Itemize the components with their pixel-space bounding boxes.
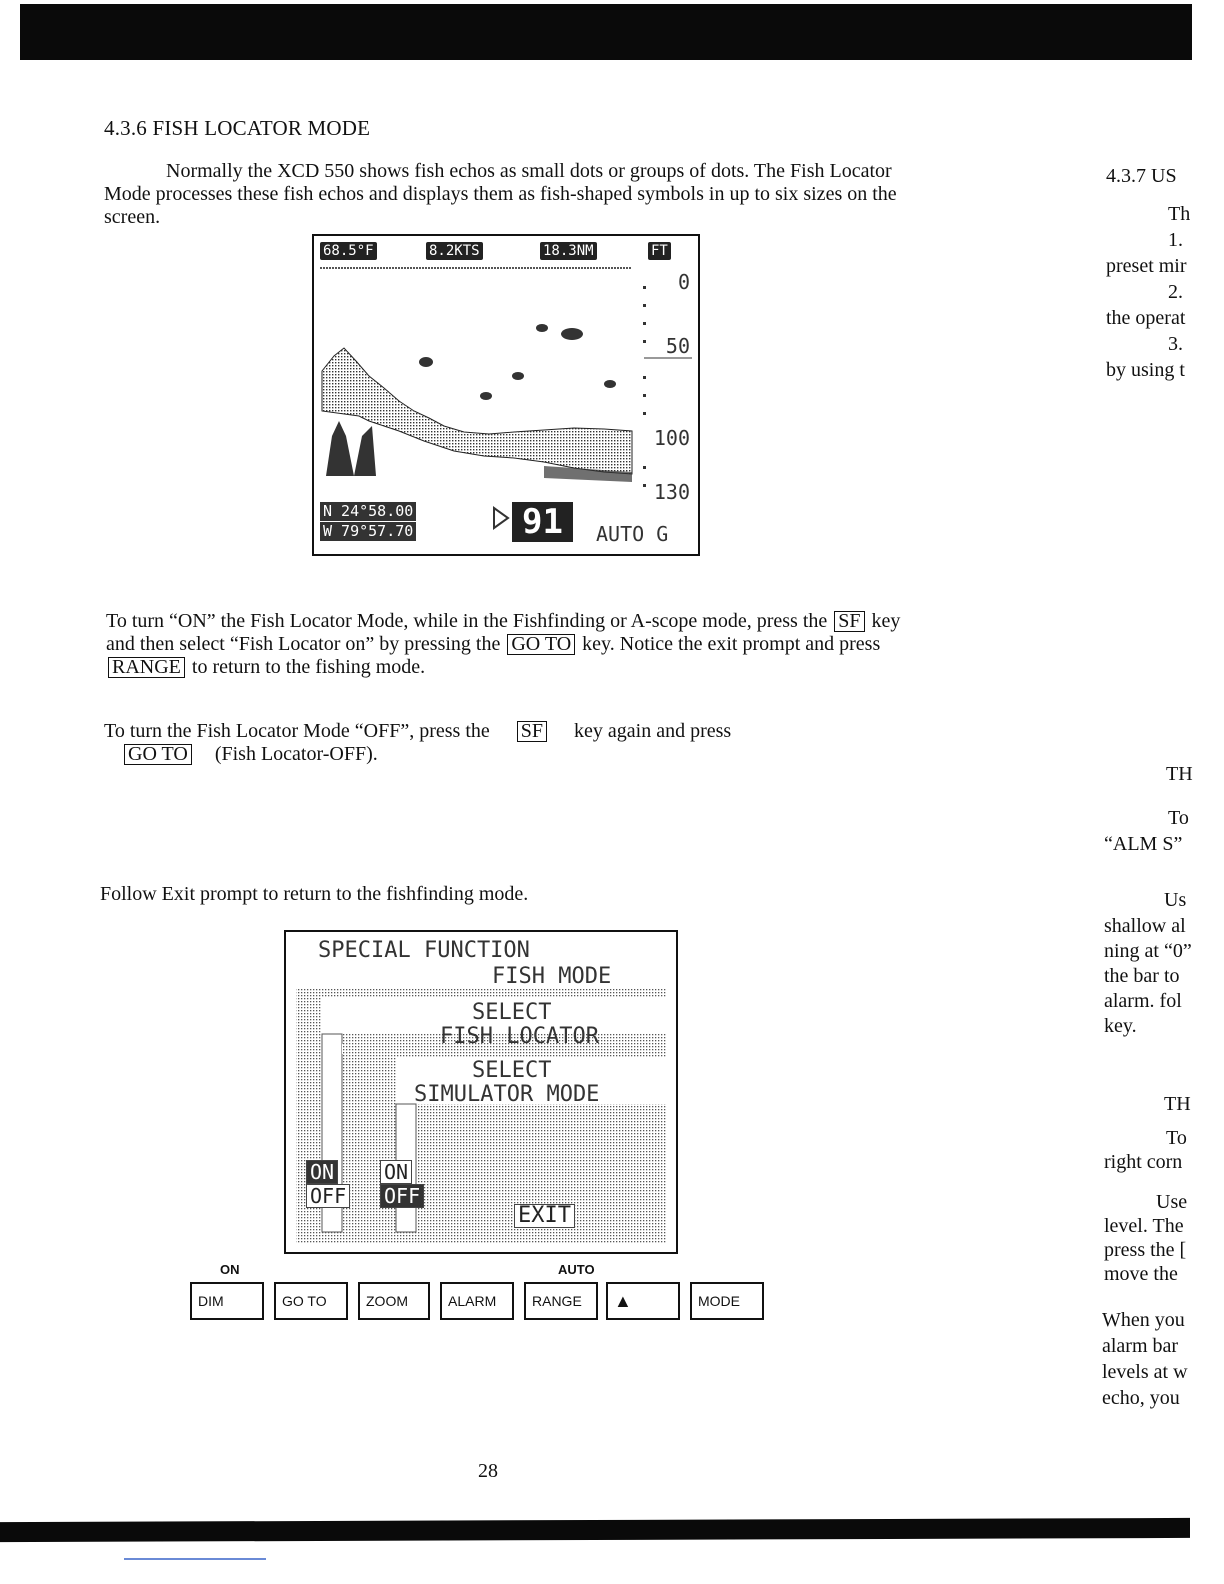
- side-line: move the: [1104, 1263, 1178, 1285]
- goto-key-ref: GO TO: [124, 744, 192, 765]
- latitude-readout: N 24°58.00: [320, 502, 416, 521]
- intro-paragraph: [104, 160, 910, 229]
- section-heading: 4.3.6 FISH LOCATOR MODE: [104, 116, 371, 140]
- side-line: alarm bar: [1102, 1335, 1179, 1357]
- up-arrow-key[interactable]: ▲: [606, 1282, 680, 1320]
- side-line: Use: [1156, 1191, 1188, 1213]
- side-line: the operat: [1106, 307, 1186, 329]
- bottom-black-bar: [0, 1518, 1190, 1542]
- sf-key-ref: SF: [517, 721, 547, 742]
- bottom-structure: [326, 421, 376, 476]
- side-line: 1.: [1168, 229, 1183, 251]
- turn-off-paragraph: [104, 720, 824, 766]
- side-line: alarm. fol: [1104, 990, 1182, 1012]
- side-line: key.: [1104, 1015, 1137, 1037]
- on-label: ON: [220, 1262, 240, 1277]
- simulator-on-toggle[interactable]: ON: [380, 1160, 412, 1184]
- dim-key[interactable]: DIM: [190, 1282, 264, 1320]
- text-span: To turn “ON” the Fish Locator Mode, while in the Fishfinding or A-scope mode, press the: [106, 610, 828, 632]
- temperature-readout: 68.5°F: [320, 242, 377, 260]
- range-key[interactable]: RANGE: [524, 1282, 598, 1320]
- fish-icon: [480, 392, 492, 400]
- side-line: levels at w: [1102, 1361, 1188, 1383]
- depth-scale-label: 100: [653, 426, 690, 450]
- fish-locator-off-toggle[interactable]: OFF: [306, 1184, 350, 1208]
- depth-scale-label: 0: [677, 270, 690, 294]
- side-line: 3.: [1168, 333, 1183, 355]
- fish-locator-on-toggle[interactable]: ON: [306, 1160, 338, 1184]
- course-arrow-icon: [494, 508, 508, 528]
- fish-icon: [604, 380, 616, 388]
- bottom-underline: [124, 1558, 266, 1560]
- keypad: [190, 1262, 790, 1332]
- longitude-readout: W 79°57.70: [320, 522, 416, 541]
- gain-readout: AUTO G: [596, 522, 669, 546]
- mode-key[interactable]: MODE: [690, 1282, 764, 1320]
- range-key-ref: RANGE: [108, 657, 185, 678]
- side-line: TH: [1164, 1093, 1191, 1115]
- text-span: key. Notice the exit prompt and press: [582, 633, 881, 655]
- exit-paragraph: Follow Exit prompt to return to the fishfinding mode.: [100, 883, 529, 905]
- menu-subtitle: FISH MODE: [492, 964, 612, 989]
- text-span: key and then select “Fish Locator on” by pressing the: [106, 610, 901, 655]
- intro-text: Normally the XCD 550 shows fish echos as small dots or groups of dots. The Fish Locator Mode processes these fish echos and displays them as fish-shaped symbols in up to six sizes on the screen.: [104, 160, 897, 228]
- menu-item-label[interactable]: SELECT: [472, 1058, 552, 1083]
- side-line: TH: [1166, 763, 1193, 785]
- unit-readout: FT: [648, 242, 671, 260]
- side-line: echo, you: [1102, 1387, 1180, 1409]
- depth-scale-label: 130: [653, 480, 690, 504]
- speed-readout: 8.2KTS: [426, 242, 483, 260]
- fish-icon: [419, 357, 433, 367]
- side-line: preset mir: [1106, 255, 1187, 277]
- side-line: To: [1166, 1127, 1187, 1149]
- side-line: level. The: [1104, 1215, 1184, 1237]
- text-span: To turn the Fish Locator Mode “OFF”, press the: [104, 720, 490, 742]
- turn-on-paragraph: [106, 610, 912, 679]
- goto-key[interactable]: GO TO: [274, 1282, 348, 1320]
- menu-item-label[interactable]: SELECT: [472, 1000, 552, 1025]
- side-line: by using t: [1106, 359, 1185, 381]
- side-line: To: [1168, 807, 1189, 829]
- text-span: key again and press: [574, 720, 732, 742]
- special-function-display: [284, 930, 678, 1254]
- depth-readout: 91: [512, 502, 573, 542]
- depth-scale-label: 50: [665, 334, 690, 358]
- side-line: Th: [1168, 203, 1191, 225]
- side-line: press the [: [1104, 1239, 1187, 1261]
- side-line: “ALM S”: [1104, 833, 1183, 855]
- fish-icon: [512, 372, 524, 380]
- alarm-key[interactable]: ALARM: [440, 1282, 514, 1320]
- fish-icon: [561, 328, 583, 340]
- menu-title: SPECIAL FUNCTION: [318, 938, 530, 963]
- side-line: the bar to: [1104, 965, 1180, 987]
- page-number: 28: [478, 1460, 498, 1482]
- zoom-key[interactable]: ZOOM: [358, 1282, 430, 1320]
- side-heading: 4.3.7 US: [1106, 165, 1177, 187]
- fish-locator-option[interactable]: FISH LOCATOR: [440, 1024, 599, 1049]
- text-span: (Fish Locator-OFF).: [214, 743, 378, 765]
- top-black-bar: [20, 4, 1192, 60]
- side-line: ning at “0”: [1104, 940, 1192, 962]
- fish-symbols: [419, 324, 616, 400]
- side-line: Us: [1164, 889, 1187, 911]
- simulator-mode-option[interactable]: SIMULATOR MODE: [414, 1082, 600, 1107]
- side-line: 2.: [1168, 281, 1183, 303]
- side-line: shallow al: [1104, 915, 1186, 937]
- side-line: right corn: [1104, 1151, 1183, 1173]
- distance-readout: 18.3NM: [540, 242, 597, 260]
- sf-key-ref: SF: [834, 611, 864, 632]
- goto-key-ref: GO TO: [507, 634, 575, 655]
- side-line: When you: [1102, 1309, 1185, 1331]
- text-span: to return to the fishing mode.: [191, 656, 426, 678]
- fish-icon: [536, 324, 548, 332]
- fish-locator-display: [312, 234, 700, 556]
- auto-label: AUTO: [558, 1262, 595, 1277]
- exit-button[interactable]: EXIT: [514, 1204, 575, 1228]
- simulator-off-toggle[interactable]: OFF: [380, 1184, 424, 1208]
